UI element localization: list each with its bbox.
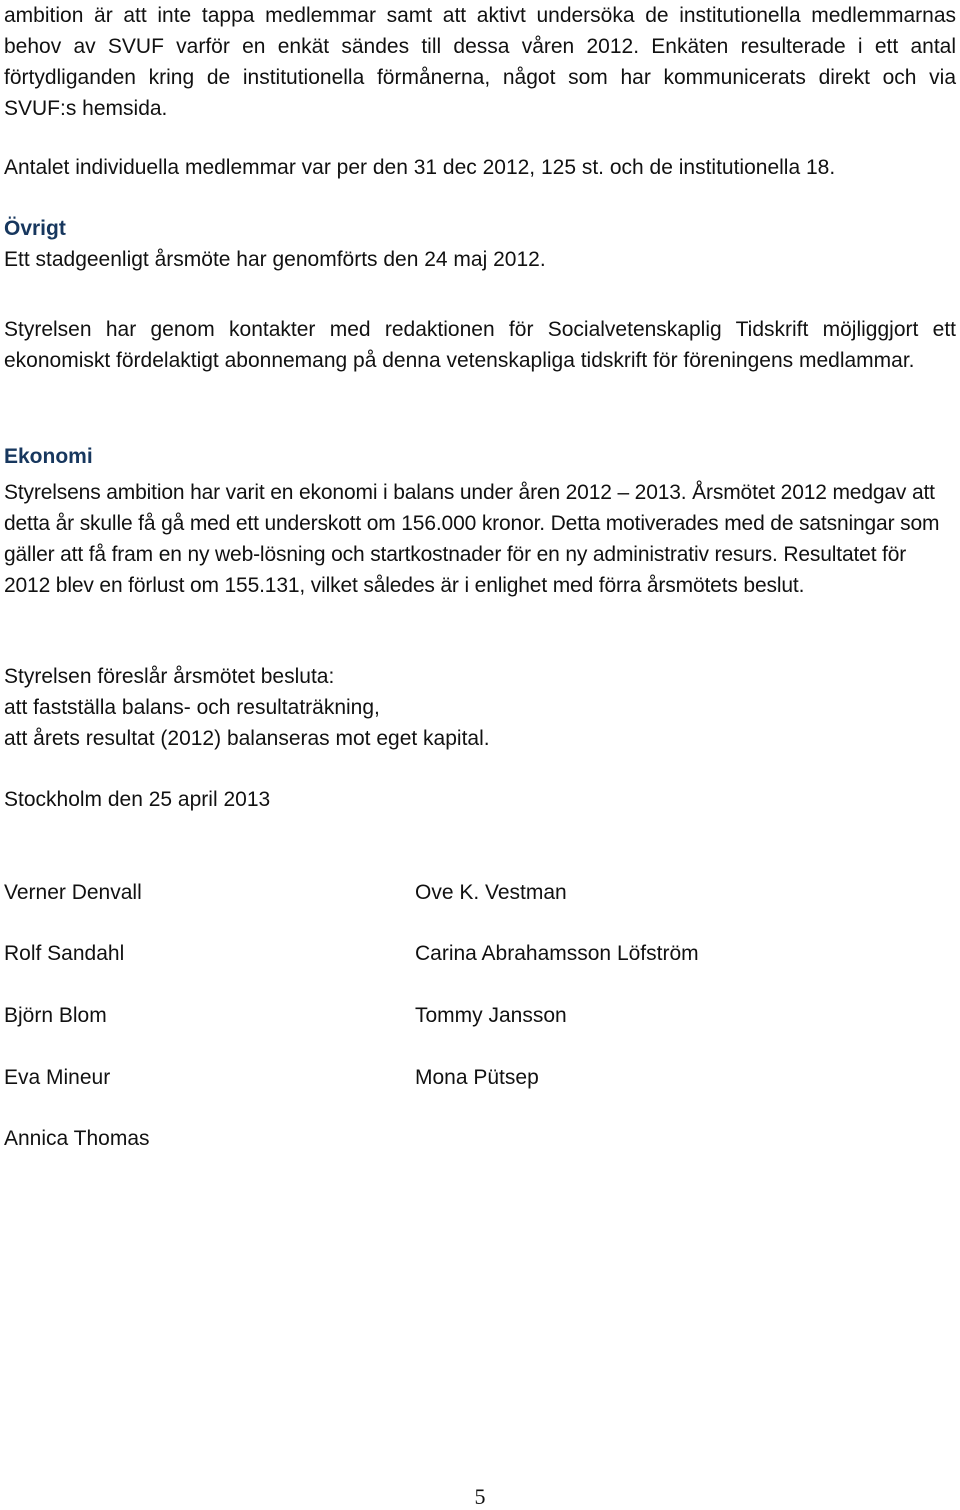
paragraph-members: Antalet individuella medlemmar var per den 31 dec 2012, 125 st. och de institutionella 18. [4, 156, 836, 179]
signatory-name: Mona Pütsep [415, 1066, 539, 1089]
signatory-name: Carina Abrahamsson Löfström [415, 942, 699, 965]
signatory-name: Annica Thomas [4, 1127, 150, 1150]
page-number: 5 [474, 1484, 486, 1509]
heading-ekonomi: Ekonomi [4, 445, 93, 468]
signatory-name: Eva Mineur [4, 1066, 111, 1089]
place-date: Stockholm den 25 april 2013 [4, 788, 271, 811]
signatory-name: Verner Denvall [4, 881, 142, 904]
paragraph-intro: ambition är att inte tappa medlemmar samt att aktivt undersöka de institutionella medlemmarnas behov av SVUF varför en enkät sändes till dessa våren 2012. Enkäten resulterade i ett antal förtydliganden kring de institutionella förmånerna, något som har kommunicerats direkt och via SVUF:s hemsida. [4, 4, 956, 120]
paragraph-proposal-result: att årets resultat (2012) balanseras mot eget kapital. [4, 727, 490, 750]
paragraph-economy: Styrelsens ambition har varit en ekonomi i balans under åren 2012 – 2013. Årsmötet 2012 medgav att detta år skulle få gå med ett underskott om 156.000 kronor. Detta motiverades med de satsningar som gäller att få fram en ny web-lösning och startkostnader för en ny administrativ resurs. Resultatet för 2012 blev en förlust om 155.131, vilket således är i enlighet med förra årsmötets beslut. [4, 481, 940, 597]
signatory-name: Rolf Sandahl [4, 942, 125, 965]
paragraph-proposal-intro: Styrelsen föreslår årsmötet besluta: [4, 665, 335, 688]
heading-ovrigt: Övrigt [4, 217, 66, 240]
paragraph-annual-meeting: Ett stadgeenligt årsmöte har genomförts den 24 maj 2012. [4, 248, 546, 271]
signatory-name: Ove K. Vestman [415, 881, 567, 904]
paragraph-journal: Styrelsen har genom kontakter med redaktionen för Socialvetenskaplig Tidskrift möjliggjort ett ekonomiskt fördelaktigt abonnemang på denna vetenskapliga tidskrift för föreningens medlammar. [4, 318, 956, 372]
signatory-name: Björn Blom [4, 1004, 107, 1027]
paragraph-proposal-balance: att fastställa balans- och resultaträkning, [4, 696, 380, 719]
signatory-name: Tommy Jansson [415, 1004, 567, 1027]
document-page [4, 0, 956, 1509]
